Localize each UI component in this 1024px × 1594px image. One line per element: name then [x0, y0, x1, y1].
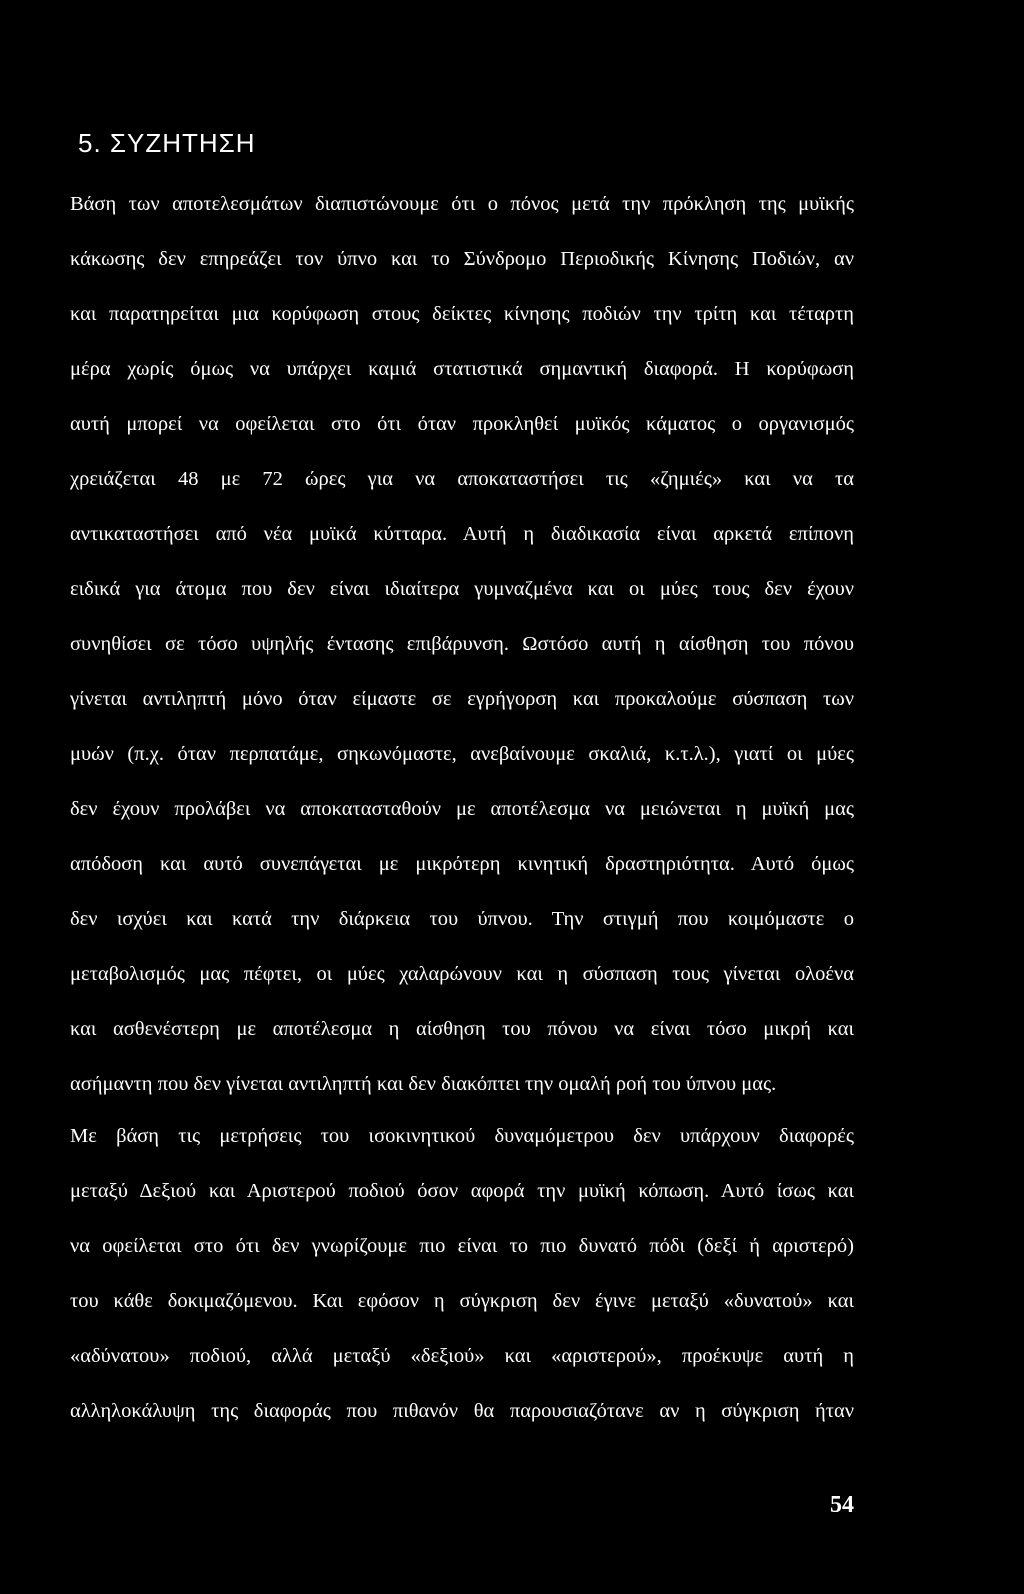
- text-line: αντικαταστήσει από νέα μυϊκά κύτταρα. Αυτή η διαδικασία είναι αρκετά επίπονη: [70, 523, 854, 545]
- text-line: απόδοση και αυτό συνεπάγεται με μικρότερη κινητική δραστηριότητα. Αυτό όμως: [70, 853, 854, 875]
- text-line: γίνεται αντιληπτή μόνο όταν είμαστε σε εγρήγορση και προκαλούμε σύσπαση των: [70, 688, 854, 710]
- paragraph-1: [70, 177, 854, 1112]
- text-line: δεν ισχύει και κατά την διάρκεια του ύπνου. Την στιγμή που κοιμόμαστε ο: [70, 908, 854, 930]
- text-line: του κάθε δοκιμαζόμενου. Και εφόσον η σύγκριση δεν έγινε μεταξύ «δυνατού» και: [70, 1290, 854, 1312]
- text-line: Με βάση τις μετρήσεις του ισοκινητικού δυναμόμετρου δεν υπάρχουν διαφορές: [70, 1125, 854, 1147]
- text-line: και ασθενέστερη με αποτέλεσμα η αίσθηση του πόνου να είναι τόσο μικρή και: [70, 1018, 854, 1040]
- text-line: να οφείλεται στο ότι δεν γνωρίζουμε πιο είναι το πιο δυνατό πόδι (δεξί ή αριστερό): [70, 1235, 854, 1257]
- text-line: «αδύνατου» ποδιού, αλλά μεταξύ «δεξιού» και «αριστερού», προέκυψε αυτή η: [70, 1345, 854, 1367]
- text-line: συνηθίσει σε τόσο υψηλής έντασης επιβάρυνση. Ωστόσο αυτή η αίσθηση του πόνου: [70, 633, 854, 655]
- text-line: αλληλοκάλυψη της διαφοράς που πιθανόν θα παρουσιαζότανε αν η σύγκριση ήταν: [70, 1400, 854, 1422]
- text-line: μυών (π.χ. όταν περπατάμε, σηκωνόμαστε, ανεβαίνουμε σκαλιά, κ.τ.λ.), γιατί οι μύες: [70, 743, 854, 765]
- text-line: ασήμαντη που δεν γίνεται αντιληπτή και δεν διακόπτει την ομαλή ροή του ύπνου μας.: [70, 1073, 777, 1095]
- text-line: δεν έχουν προλάβει να αποκατασταθούν με αποτέλεσμα να μειώνεται η μυϊκή μας: [70, 798, 854, 820]
- text-line: μέρα χωρίς όμως να υπάρχει καμιά στατιστικά σημαντική διαφορά. Η κορύφωση: [70, 358, 854, 380]
- paragraph-2: [70, 1109, 854, 1439]
- section-heading: 5. ΣΥΖΗΤΗΣΗ: [78, 128, 256, 158]
- text-line: ειδικά για άτομα που δεν είναι ιδιαίτερα γυμναζμένα και οι μύες τους δεν έχουν: [70, 578, 854, 600]
- text-line: χρειάζεται 48 με 72 ώρες για να αποκαταστήσει τις «ζημιές» και να τα: [70, 468, 854, 490]
- text-line: κάκωσης δεν επηρεάζει τον ύπνο και το Σύνδρομο Περιοδικής Κίνησης Ποδιών, αν: [70, 248, 854, 270]
- text-line: μεταξύ Δεξιού και Αριστερού ποδιού όσον αφορά την μυϊκή κόπωση. Αυτό ίσως και: [70, 1180, 854, 1202]
- text-line: μεταβολισμός μας πέφτει, οι μύες χαλαρώνουν και η σύσπαση τους γίνεται ολοένα: [70, 963, 854, 985]
- text-line: και παρατηρείται μια κορύφωση στους δείκτες κίνησης ποδιών την τρίτη και τέταρτη: [70, 303, 854, 325]
- text-line: αυτή μπορεί να οφείλεται στο ότι όταν προκληθεί μυϊκός κάματος ο οργανισμός: [70, 413, 854, 435]
- page-number: 54: [830, 1492, 854, 1518]
- text-line: Βάση των αποτελεσμάτων διαπιστώνουμε ότι ο πόνος μετά την πρόκληση της μυϊκής: [70, 193, 854, 215]
